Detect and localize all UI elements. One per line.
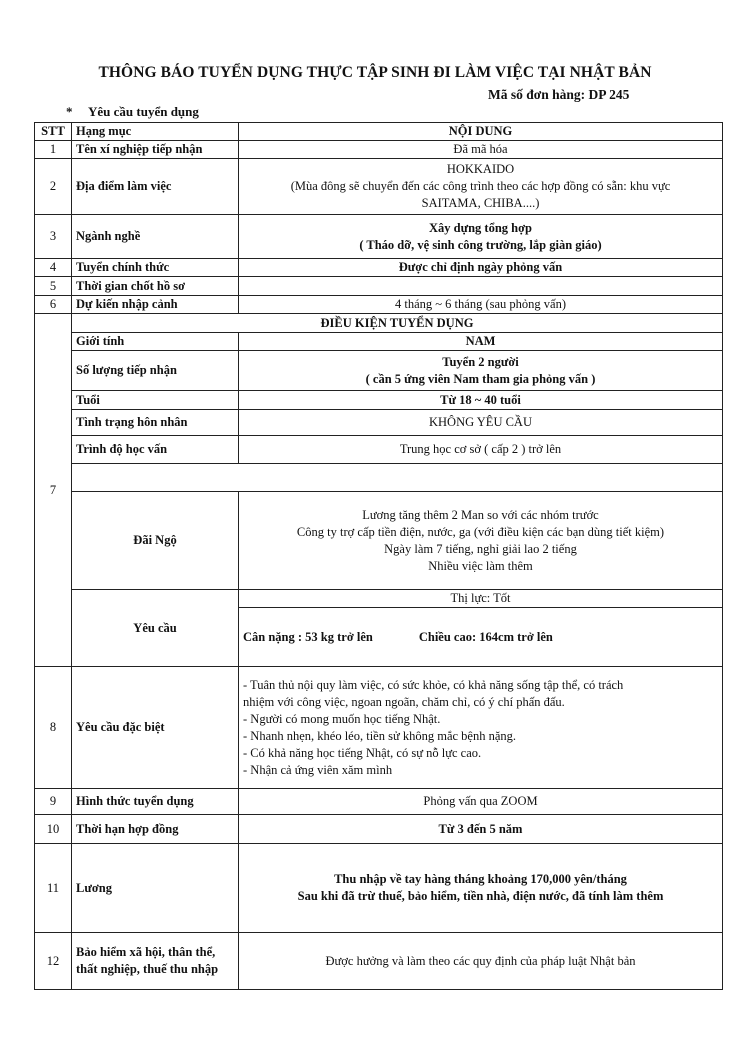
row-stt: 8: [35, 667, 72, 789]
table-row: [35, 789, 723, 815]
row-stt: 5: [35, 277, 72, 296]
row-category: Dự kiến nhập cảnh: [72, 296, 239, 314]
content-line: ( cần 5 ứng viên Nam tham gia phỏng vấn ): [365, 371, 596, 386]
row-content: Từ 3 đến 5 năm: [239, 815, 723, 844]
bullet-star: *: [66, 104, 73, 119]
condition-value: Trung học cơ sở ( cấp 2 ) trở lên: [239, 436, 723, 464]
row-stt: 10: [35, 815, 72, 844]
conditions-heading-row: [35, 314, 723, 333]
row-stt: 11: [35, 844, 72, 933]
row-content: [239, 277, 723, 296]
content-line: Tuyển 2 người: [442, 354, 519, 369]
row-content: Được hưởng và làm theo các quy định của pháp luật Nhật bản: [239, 933, 723, 990]
table-row: [35, 815, 723, 844]
requirements-row: [35, 590, 723, 608]
header-stt: STT: [35, 123, 72, 141]
order-code: Mã số đơn hàng: DP 245: [488, 87, 630, 102]
benefits-label: Đãi Ngộ: [72, 492, 239, 590]
header-content: NỘI DUNG: [239, 123, 723, 141]
section-label: [66, 104, 199, 120]
table-row: [35, 296, 723, 314]
table-row: [35, 259, 723, 277]
condition-row: [35, 391, 723, 410]
table-row: [35, 159, 723, 215]
row-stt: 4: [35, 259, 72, 277]
content-line: ( Tháo dỡ, vệ sinh công trường, lắp giàn giáo): [359, 237, 602, 252]
table-row: [35, 667, 723, 789]
row-content: 4 tháng ~ 6 tháng (sau phỏng vấn): [239, 296, 723, 314]
table-row: [35, 215, 723, 259]
row-content: [239, 667, 723, 789]
content-line: Xây dựng tổng hợp: [429, 220, 532, 235]
empty-cell: [72, 464, 723, 492]
table-header-row: [35, 123, 723, 141]
row-content: Được chỉ định ngày phỏng vấn: [239, 259, 723, 277]
benefit-line: Lương tăng thêm 2 Man so với các nhóm trước: [362, 507, 599, 522]
row-category: Thời gian chốt hồ sơ: [72, 277, 239, 296]
recruitment-table: [34, 122, 723, 990]
conditions-heading: ĐIỀU KIỆN TUYỂN DỤNG: [72, 314, 723, 333]
content-line: (Mùa đông sẽ chuyển đến các công trình theo các hợp đồng có sẵn: khu vực: [290, 179, 671, 193]
row-stt: 1: [35, 141, 72, 159]
row-content: [239, 844, 723, 933]
content-line: Thu nhập về tay hàng tháng khoảng 170,000 yên/tháng: [334, 872, 627, 886]
condition-label: Tuổi: [72, 391, 239, 410]
row-category: Yêu cầu đặc biệt: [72, 667, 239, 789]
condition-value: [239, 351, 723, 391]
row-stt: 9: [35, 789, 72, 815]
content-line: - Tuân thủ nội quy làm việc, có sức khỏe, có khả năng sống tập thể, có trách: [243, 677, 624, 692]
benefit-line: Công ty trợ cấp tiền điện, nước, ga (với điều kiện các bạn dùng tiết kiệm): [296, 524, 665, 539]
row-content: Phỏng vấn qua ZOOM: [239, 789, 723, 815]
condition-row: [35, 333, 723, 351]
condition-row: [35, 351, 723, 391]
row-category: Địa điểm làm việc: [72, 159, 239, 215]
condition-label: Trình độ học vấn: [72, 436, 239, 464]
document-title: THÔNG BÁO TUYỂN DỤNG THỰC TẬP SINH ĐI LÀM VIỆC TẠI NHẬT BẢN: [98, 64, 652, 81]
weight-requirement: Cân nặng : 53 kg trở lên: [243, 629, 373, 644]
condition-value: NAM: [239, 333, 723, 351]
content-line: - Có khả năng học tiếng Nhật, có sự nỗ lực cao.: [243, 745, 482, 760]
table-row: [35, 844, 723, 933]
row-stt: 6: [35, 296, 72, 314]
content-line: HOKKAIDO: [446, 162, 515, 176]
row-category: Hình thức tuyển dụng: [72, 789, 239, 815]
content-line: - Nhận cả ứng viên xăm mình: [243, 762, 393, 777]
table-row: [35, 933, 723, 990]
benefits-row: [35, 492, 723, 590]
content-line: - Người có mong muốn học tiếng Nhật.: [243, 711, 441, 726]
row-stt: 12: [35, 933, 72, 990]
row-category: Thời hạn hợp đồng: [72, 815, 239, 844]
content-line: - Nhanh nhẹn, khéo léo, tiền sử không mắc bệnh nặng.: [243, 728, 517, 743]
benefit-line: Ngày làm 7 tiếng, nghỉ giải lao 2 tiếng: [384, 541, 577, 556]
benefits-content: [239, 492, 723, 590]
eyesight-requirement: Thị lực: Tốt: [239, 590, 723, 608]
condition-label: Giới tính: [72, 333, 239, 351]
condition-value: Từ 18 ~ 40 tuổi: [239, 391, 723, 410]
header-category: Hạng mục: [72, 123, 239, 141]
content-line: SAITAMA, CHIBA....): [421, 196, 540, 210]
row-content: [239, 159, 723, 215]
row-content: Đã mã hóa: [239, 141, 723, 159]
row-category: Lương: [72, 844, 239, 933]
condition-row: [35, 410, 723, 436]
body-requirements: [239, 608, 723, 667]
condition-label: Số lượng tiếp nhận: [72, 351, 239, 391]
row-content: [239, 215, 723, 259]
row-category: Ngành nghề: [72, 215, 239, 259]
empty-row: [35, 464, 723, 492]
table-row: [35, 141, 723, 159]
row-stt: 2: [35, 159, 72, 215]
section-label-text: Yêu cầu tuyển dụng: [88, 104, 199, 119]
condition-label: Tình trạng hôn nhân: [72, 410, 239, 436]
row-stt: 7: [35, 314, 72, 667]
height-requirement: Chiều cao: 164cm trở lên: [418, 629, 553, 644]
row-category: Bảo hiểm xã hội, thân thể, thất nghiệp, thuế thu nhập: [72, 933, 239, 990]
content-line: Sau khi đã trừ thuế, bảo hiểm, tiền nhà, điện nước, đã tính làm thêm: [297, 889, 664, 903]
row-category: Tên xí nghiệp tiếp nhận: [72, 141, 239, 159]
row-stt: 3: [35, 215, 72, 259]
content-line: nhiệm với công việc, ngoan ngoãn, chăm chỉ, có ý chí phấn đấu.: [243, 694, 565, 709]
condition-value: KHÔNG YÊU CẦU: [239, 410, 723, 436]
requirements-label: Yêu cầu: [72, 590, 239, 667]
row-category: Tuyển chính thức: [72, 259, 239, 277]
table-row: [35, 277, 723, 296]
condition-row: [35, 436, 723, 464]
benefit-line: Nhiều việc làm thêm: [428, 558, 533, 573]
